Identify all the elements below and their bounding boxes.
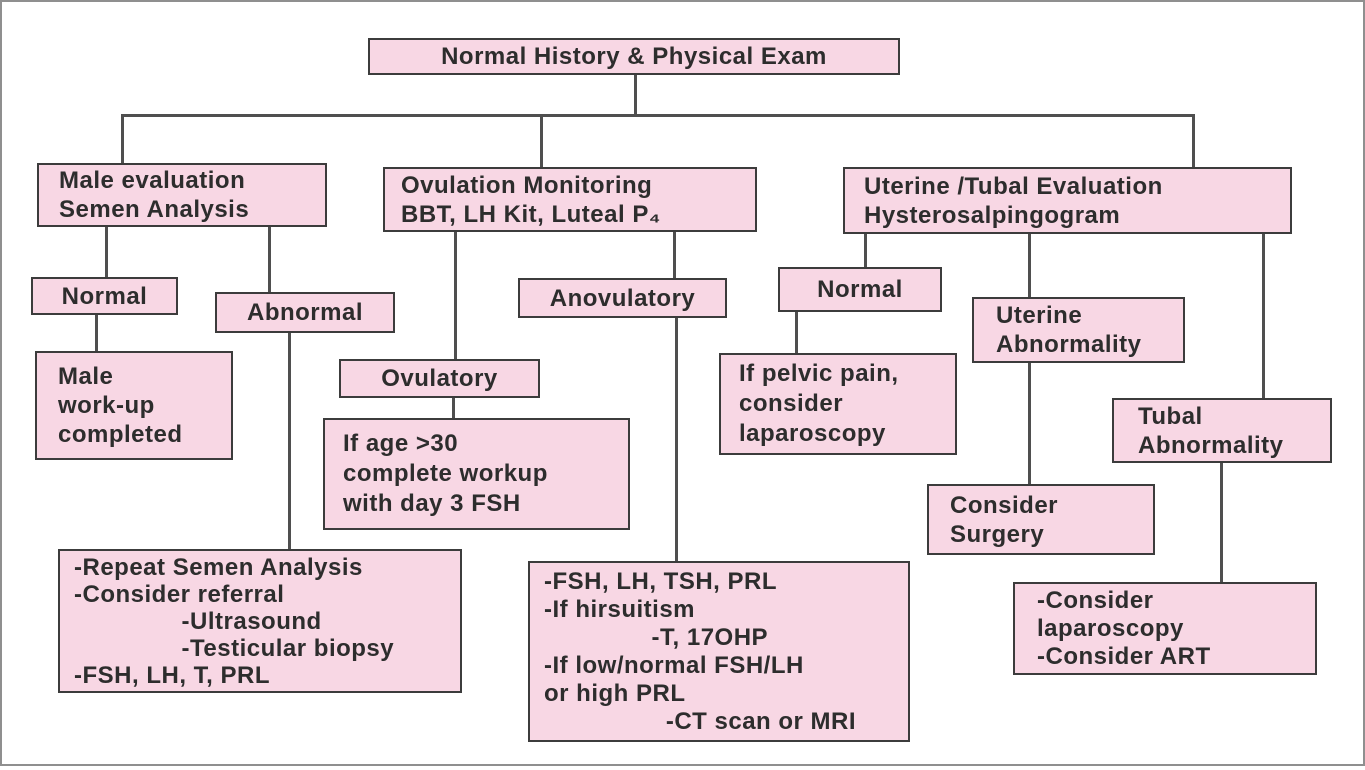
node-line: Ovulation Monitoring	[401, 171, 653, 199]
node-male-evaluation	[37, 163, 327, 227]
node-line: laparoscopy	[739, 420, 886, 447]
node-line: work-up	[58, 392, 155, 419]
node-line: If pelvic pain,	[739, 360, 899, 387]
connector-uterine-surgery	[1028, 362, 1031, 485]
connector-ovmon-anovulatory	[673, 231, 676, 279]
node-uterine-abnormality	[972, 297, 1185, 363]
node-normal-history-physical-exam	[368, 38, 900, 75]
node-line: Semen Analysis	[59, 196, 250, 223]
node-line: completed	[58, 421, 183, 448]
node-line: If age >30	[343, 430, 459, 457]
node-line: -If low/normal FSH/LH	[544, 651, 804, 679]
node-line: or high PRL	[544, 679, 686, 707]
node-uterine-tubal-normal	[778, 267, 942, 312]
node-line: Abnormality	[1138, 431, 1284, 459]
node-line: complete workup	[343, 460, 548, 487]
connector-normal-pelvic	[795, 311, 798, 354]
node-line: Male	[58, 363, 114, 390]
connector-normal-workup	[95, 314, 98, 352]
node-male-normal	[31, 277, 178, 315]
connector-anovulatory-actions	[675, 317, 678, 562]
connector-ovmon-ovulatory	[454, 231, 457, 360]
connector-abnormal-actions	[288, 332, 291, 550]
node-line: -T, 17OHP	[544, 623, 769, 651]
node-line: BBT, LH Kit, Luteal P₄	[401, 200, 661, 228]
node-male-abnormal	[215, 292, 395, 333]
node-anovulatory	[518, 278, 727, 318]
node-male-abnormal-actions	[58, 549, 462, 693]
node-line: Normal	[817, 276, 903, 303]
node-line: -FSH, LH, TSH, PRL	[544, 567, 777, 595]
connector-root-drop	[634, 75, 637, 116]
node-line: -Ultrasound	[74, 607, 322, 635]
node-line: Uterine /Tubal Evaluation	[864, 172, 1163, 200]
node-line: Surgery	[950, 520, 1045, 548]
node-line: Hysterosalpingogram	[864, 201, 1121, 229]
node-line: laparoscopy	[1037, 614, 1184, 642]
node-line: Normal	[61, 282, 148, 310]
node-line: Consider	[950, 491, 1059, 519]
connector-ut-tubal	[1262, 233, 1265, 399]
node-line: Abnormality	[996, 331, 1142, 358]
connector-ovulatory-age	[452, 397, 455, 419]
connector-right-branch	[1192, 114, 1195, 167]
node-line: with day 3 FSH	[343, 490, 521, 517]
node-line: Uterine	[996, 302, 1083, 329]
node-pelvic-pain-laparoscopy	[719, 353, 957, 455]
node-anovulatory-actions	[528, 561, 910, 742]
node-tubal-actions	[1013, 582, 1317, 675]
node-tubal-abnormality	[1112, 398, 1332, 463]
node-line: Normal History & Physical Exam	[441, 43, 827, 70]
node-line: -Consider ART	[1037, 642, 1211, 670]
connector-middle-branch	[540, 114, 543, 168]
node-uterine-tubal-evaluation	[843, 167, 1292, 234]
node-consider-surgery	[927, 484, 1155, 555]
connector-male-normal	[105, 226, 108, 278]
node-line: Anovulatory	[549, 284, 696, 312]
node-line: -Consider	[1037, 586, 1154, 614]
node-line: -Testicular biopsy	[74, 634, 395, 662]
node-line: Male evaluation	[59, 167, 246, 194]
connector-left-branch	[121, 114, 124, 164]
node-age-workup	[323, 418, 630, 530]
node-line: -Consider referral	[74, 580, 285, 608]
connector-ut-uterine	[1028, 233, 1031, 298]
node-line: Abnormal	[246, 299, 363, 326]
node-line: -CT scan or MRI	[544, 707, 857, 735]
node-line: -If hirsuitism	[544, 595, 696, 623]
node-ovulatory	[339, 359, 540, 398]
node-line: -Repeat Semen Analysis	[74, 553, 363, 581]
connector-ut-normal	[864, 233, 867, 268]
node-line: Tubal	[1138, 402, 1203, 430]
node-line: Ovulatory	[381, 365, 498, 392]
node-ovulation-monitoring	[383, 167, 757, 232]
node-line: consider	[739, 390, 844, 417]
connector-male-abnormal	[268, 226, 271, 293]
connector-main-horizontal	[121, 114, 1195, 117]
node-line: -FSH, LH, T, PRL	[74, 661, 270, 689]
node-male-workup-completed	[35, 351, 233, 460]
connector-tubal-actions	[1220, 462, 1223, 583]
